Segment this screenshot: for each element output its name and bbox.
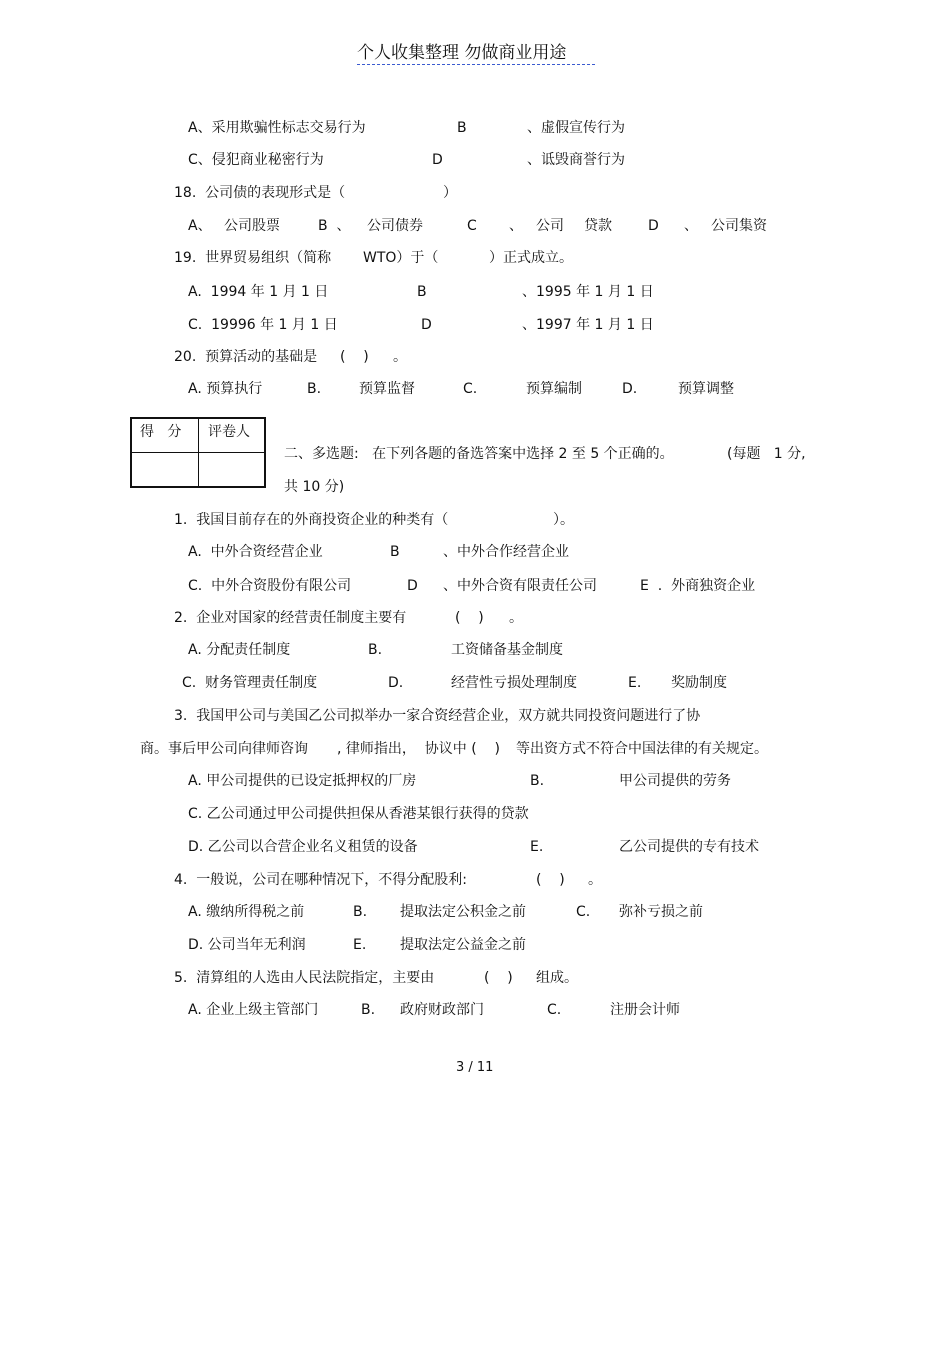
score-table (130, 417, 266, 488)
option-text: E . 外商独资企业 (640, 578, 756, 594)
mc-question-5: 5. 清算组的人选由人民法院指定，主要由 (174, 970, 435, 986)
option-text: 、 (684, 218, 698, 234)
page-number: 3 / 11 (456, 1060, 494, 1075)
option-text: C. 中外合资股份有限公司 (188, 578, 352, 594)
option-letter: D (407, 578, 418, 594)
option-text: 、中外合作经营企业 (443, 544, 569, 560)
option-text: 公司债券 (367, 218, 423, 234)
section-2-points: (每题 1 分, (727, 446, 806, 462)
option-text: 弥补亏损之前 (619, 904, 703, 920)
option-letter: D (421, 317, 432, 333)
option-text: 经营性亏损处理制度 (451, 675, 577, 691)
option-text: 政府财政部门 (400, 1002, 484, 1018)
question-20: 20. 预算活动的基础是 (174, 349, 318, 365)
mc-question-4: 4. 一般说，公司在哪种情况下，不得分配股利: (174, 872, 467, 888)
question-20-paren: ( ) (340, 349, 369, 365)
mc-question-3: 3. 我国甲公司与美国乙公司拟举办一家合资经营企业，双方就共同投资问题进行了协 (174, 708, 701, 724)
mc-question-5-cont: 组成。 (536, 970, 578, 986)
question-19: WTO）于（ (363, 250, 439, 266)
option-text: 、诋毁商誉行为 (527, 152, 625, 168)
option-text: 公司 (536, 218, 564, 234)
page-header-title: 个人收集整理 勿做商业用途 (357, 43, 567, 63)
option-text: A. 中外合资经营企业 (188, 544, 323, 560)
option-text: 奖励制度 (671, 675, 727, 691)
option-text: 、1997 年 1 月 1 日 (522, 317, 654, 333)
option-letter: D (648, 218, 659, 234)
score-label: 得 分 (140, 424, 182, 440)
option-letter: B (390, 544, 400, 560)
option-text: 提取法定公积金之前 (400, 904, 526, 920)
mc-question-4-punct: 。 (588, 872, 602, 888)
mc-question-1: 1. 我国目前存在的外商投资企业的种类有（ (174, 512, 449, 528)
question-19: 19. 世界贸易组织（简称 (174, 250, 332, 266)
option-text: 、虚假宣传行为 (527, 120, 625, 136)
option-text: A、采用欺骗性标志交易行为 (188, 120, 366, 136)
option-text: A. 缴纳所得税之前 (188, 904, 305, 920)
option-text: 预算编制 (526, 381, 582, 397)
option-text: 、中外合资有限责任公司 (443, 578, 597, 594)
option-text: 预算监督 (359, 381, 415, 397)
option-text: C. 19996 年 1 月 1 日 (188, 317, 338, 333)
option-letter: B (417, 284, 427, 300)
option-text: D. 乙公司以合营企业名义租赁的设备 (188, 839, 418, 855)
question-18: 18. 公司债的表现形式是（ (174, 185, 346, 201)
question-20-punct: 。 (393, 349, 407, 365)
mc-question-2-punct: 。 (509, 610, 523, 626)
option-letter: E. (628, 675, 642, 691)
option-text: D. 公司当年无利润 (188, 937, 306, 953)
option-letter: B. (307, 381, 322, 397)
mc-question-1-paren: ）。 (553, 512, 574, 528)
option-letter: B. (361, 1002, 376, 1018)
mc-question-2: 2. 企业对国家的经营责任制度主要有 (174, 610, 407, 626)
option-letter: D (432, 152, 443, 168)
section-2-title: 二、多选题: 在下列各题的备选答案中选择 2 至 5 个正确的。 (284, 446, 674, 462)
option-letter: C. (463, 381, 478, 397)
option-letter: D. (388, 675, 404, 691)
mc-question-2-paren: ( ) (455, 610, 484, 626)
option-text: 甲公司提供的劳务 (619, 773, 731, 789)
option-letter: C. (576, 904, 591, 920)
option-letter: B. (368, 642, 383, 658)
option-letter: C. (547, 1002, 562, 1018)
option-text: 公司股票 (224, 218, 280, 234)
option-text: 工资储备基金制度 (451, 642, 563, 658)
option-letter: E. (530, 839, 544, 855)
option-text: 提取法定公益金之前 (400, 937, 526, 953)
option-letter: B. (530, 773, 545, 789)
option-letter: B. (353, 904, 368, 920)
mc-question-4-paren: ( ) (536, 872, 565, 888)
option-text: 乙公司提供的专有技术 (619, 839, 759, 855)
mc-question-3-cont: , 律师指出， 协议中 ( ) (337, 741, 500, 757)
mc-question-3-cont: 商。事后甲公司向律师咨询 (140, 741, 308, 757)
option-letter: C (467, 218, 477, 234)
option-text: 、 (509, 218, 523, 234)
option-text: A. 预算执行 (188, 381, 263, 397)
option-letter: D. (622, 381, 638, 397)
mc-question-3-cont: 等出资方式不符合中国法律的有关规定。 (516, 741, 768, 757)
option-text: A. 1994 年 1 月 1 日 (188, 284, 329, 300)
section-2-total: 共 10 分) (284, 479, 345, 495)
option-letter: E. (353, 937, 367, 953)
option-letter: B 、 (318, 218, 351, 234)
option-text: A. 分配责任制度 (188, 642, 291, 658)
option-text: 注册会计师 (610, 1002, 680, 1018)
option-letter: B (457, 120, 467, 136)
option-text: A. 甲公司提供的已设定抵押权的厂房 (188, 773, 417, 789)
grader-label: 评卷人 (208, 424, 250, 440)
option-text: A. 企业上级主管部门 (188, 1002, 319, 1018)
mc-question-5-paren: ( ) (484, 970, 513, 986)
option-text: 、1995 年 1 月 1 日 (522, 284, 654, 300)
option-text: 贷款 (584, 218, 612, 234)
question-19: ）正式成立。 (489, 250, 573, 266)
option-text: C. 财务管理责任制度 (182, 675, 318, 691)
score-table-divider (132, 452, 264, 453)
option-text: 预算调整 (678, 381, 734, 397)
option-text: C、侵犯商业秘密行为 (188, 152, 324, 168)
option-letter: A、 (188, 218, 212, 234)
header-underline (357, 64, 595, 65)
option-text: C. 乙公司通过甲公司提供担保从香港某银行获得的贷款 (188, 806, 529, 822)
option-text: 公司集资 (711, 218, 767, 234)
question-18-paren: ） (443, 185, 457, 201)
